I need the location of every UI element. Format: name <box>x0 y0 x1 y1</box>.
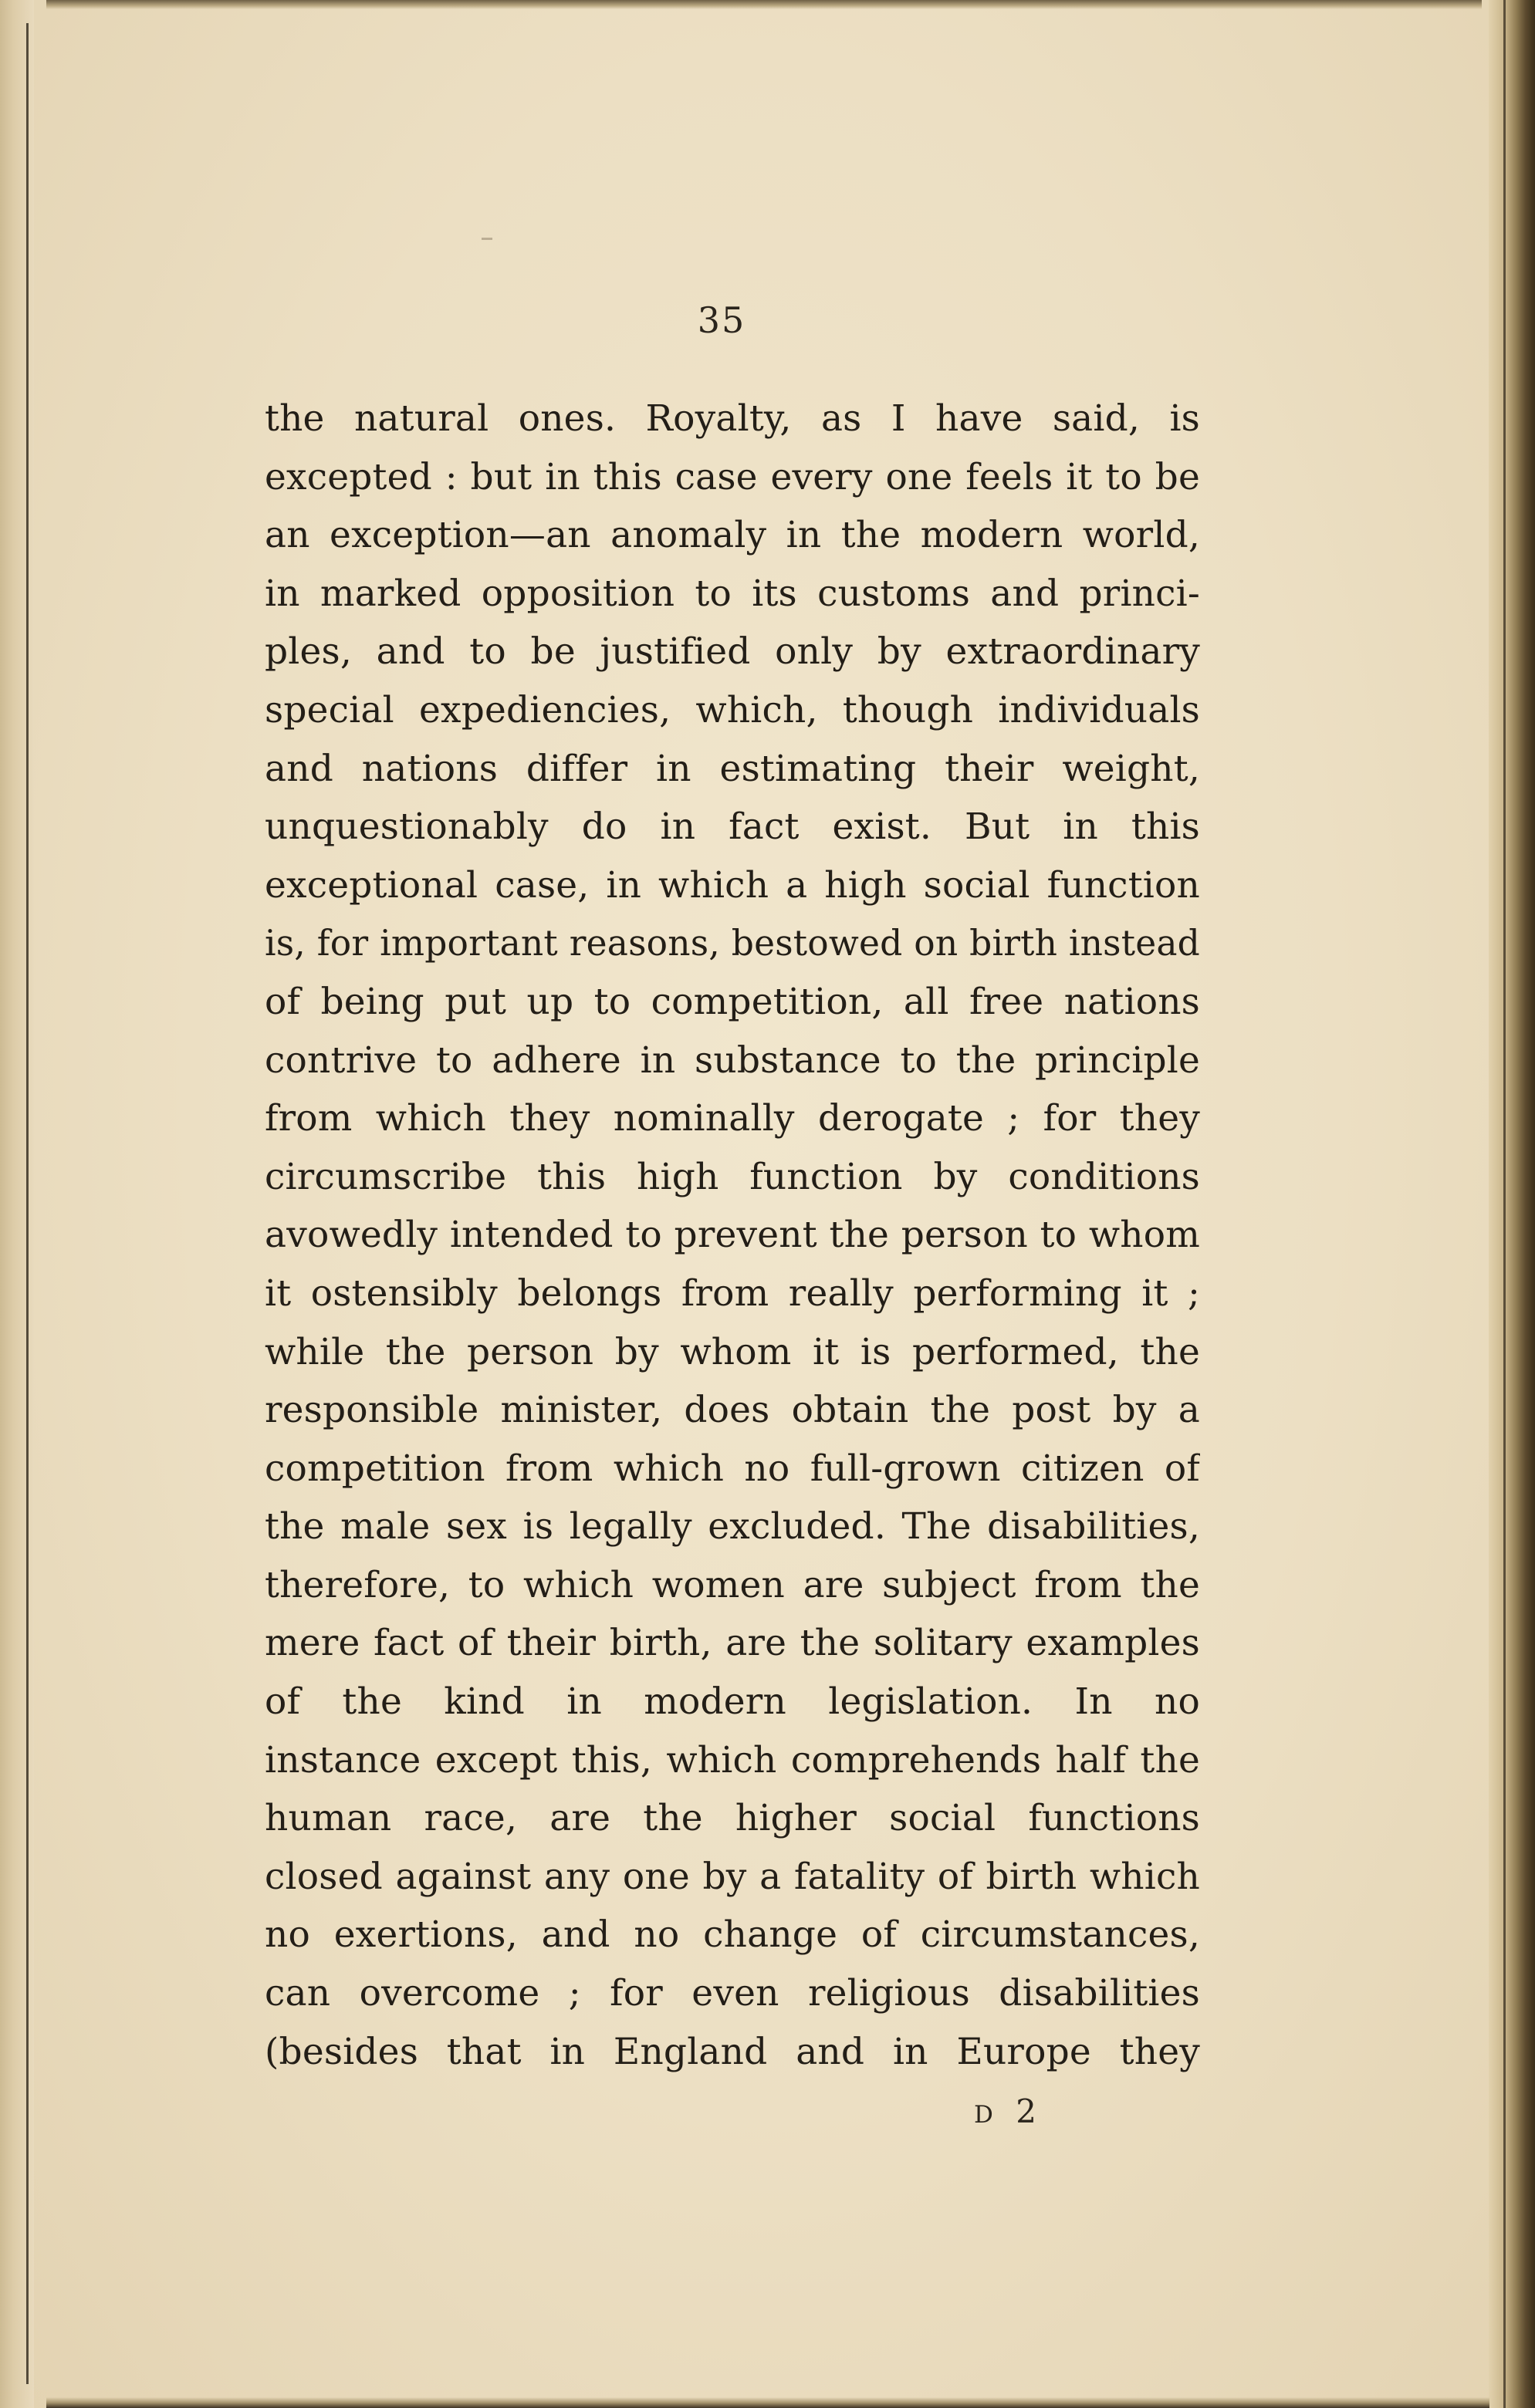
text-line: of being put up to competition, all free nations <box>265 980 1200 1023</box>
text-line: the natural ones. Royalty, as I have said, is <box>265 397 1200 440</box>
text-line: can overcome ; for even religious disabilities <box>265 1972 1200 2015</box>
text-line: the male sex is legally excluded. The disabilities, <box>265 1505 1200 1548</box>
fore-edge <box>1489 0 1535 2408</box>
text-line: mere fact of their birth, are the solitary examples <box>265 1622 1200 1665</box>
binding-line <box>26 23 29 2384</box>
text-line: exceptional case, in which a high social function <box>265 863 1200 907</box>
binding-edge <box>0 0 34 2408</box>
text-line: ples, and to be justified only by extraordinary <box>265 630 1200 674</box>
text-line: while the person by whom it is performed, the <box>265 1330 1200 1373</box>
text-line: in marked opposition to its customs and princi- <box>265 572 1200 615</box>
signature-number: 2 <box>1016 2092 1043 2130</box>
printer-signature-mark <box>974 2092 1043 2130</box>
fore-edge-line <box>1503 0 1506 2408</box>
text-line: from which they nominally derogate ; for they <box>265 1097 1200 1140</box>
body-text <box>265 390 1200 2081</box>
text-line: of the kind in modern legislation. In no <box>265 1680 1200 1724</box>
text-line: unquestionably do in fact exist. But in this <box>265 805 1200 849</box>
top-edge <box>46 0 1482 9</box>
signature-letter: D <box>974 2101 999 2129</box>
text-line: (besides that in England and in Europe they <box>265 2030 1200 2073</box>
text-line: responsible minister, does obtain the post by a <box>265 1389 1200 1432</box>
text-line: excepted : but in this case every one feels it to be <box>265 455 1200 498</box>
text-line: no exertions, and no change of circumstances, <box>265 1913 1200 1957</box>
page-number: 35 <box>697 299 746 341</box>
text-line: is, for important reasons, bestowed on birth instead <box>265 923 1200 964</box>
text-line: therefore, to which women are subject from the <box>265 1563 1200 1606</box>
text-line: avowedly intended to prevent the person to whom <box>265 1214 1200 1257</box>
paper-speck <box>482 238 492 240</box>
text-line: contrive to adhere in substance to the principle <box>265 1039 1200 1082</box>
text-line: instance except this, which comprehends half the <box>265 1738 1200 1782</box>
text-line: competition from which no full-grown citizen of <box>265 1447 1200 1490</box>
text-line: and nations differ in estimating their weight, <box>265 747 1200 790</box>
text-line: closed against any one by a fatality of birth which <box>265 1855 1200 1898</box>
bottom-edge <box>46 2397 1489 2408</box>
text-line: human race, are the higher social functions <box>265 1797 1200 1840</box>
text-line: circumscribe this high function by conditions <box>265 1155 1200 1198</box>
text-line: an exception—an anomaly in the modern world, <box>265 514 1200 557</box>
text-line: it ostensibly belongs from really performing it ; <box>265 1272 1200 1315</box>
text-line: special expediencies, which, though individuals <box>265 688 1200 731</box>
